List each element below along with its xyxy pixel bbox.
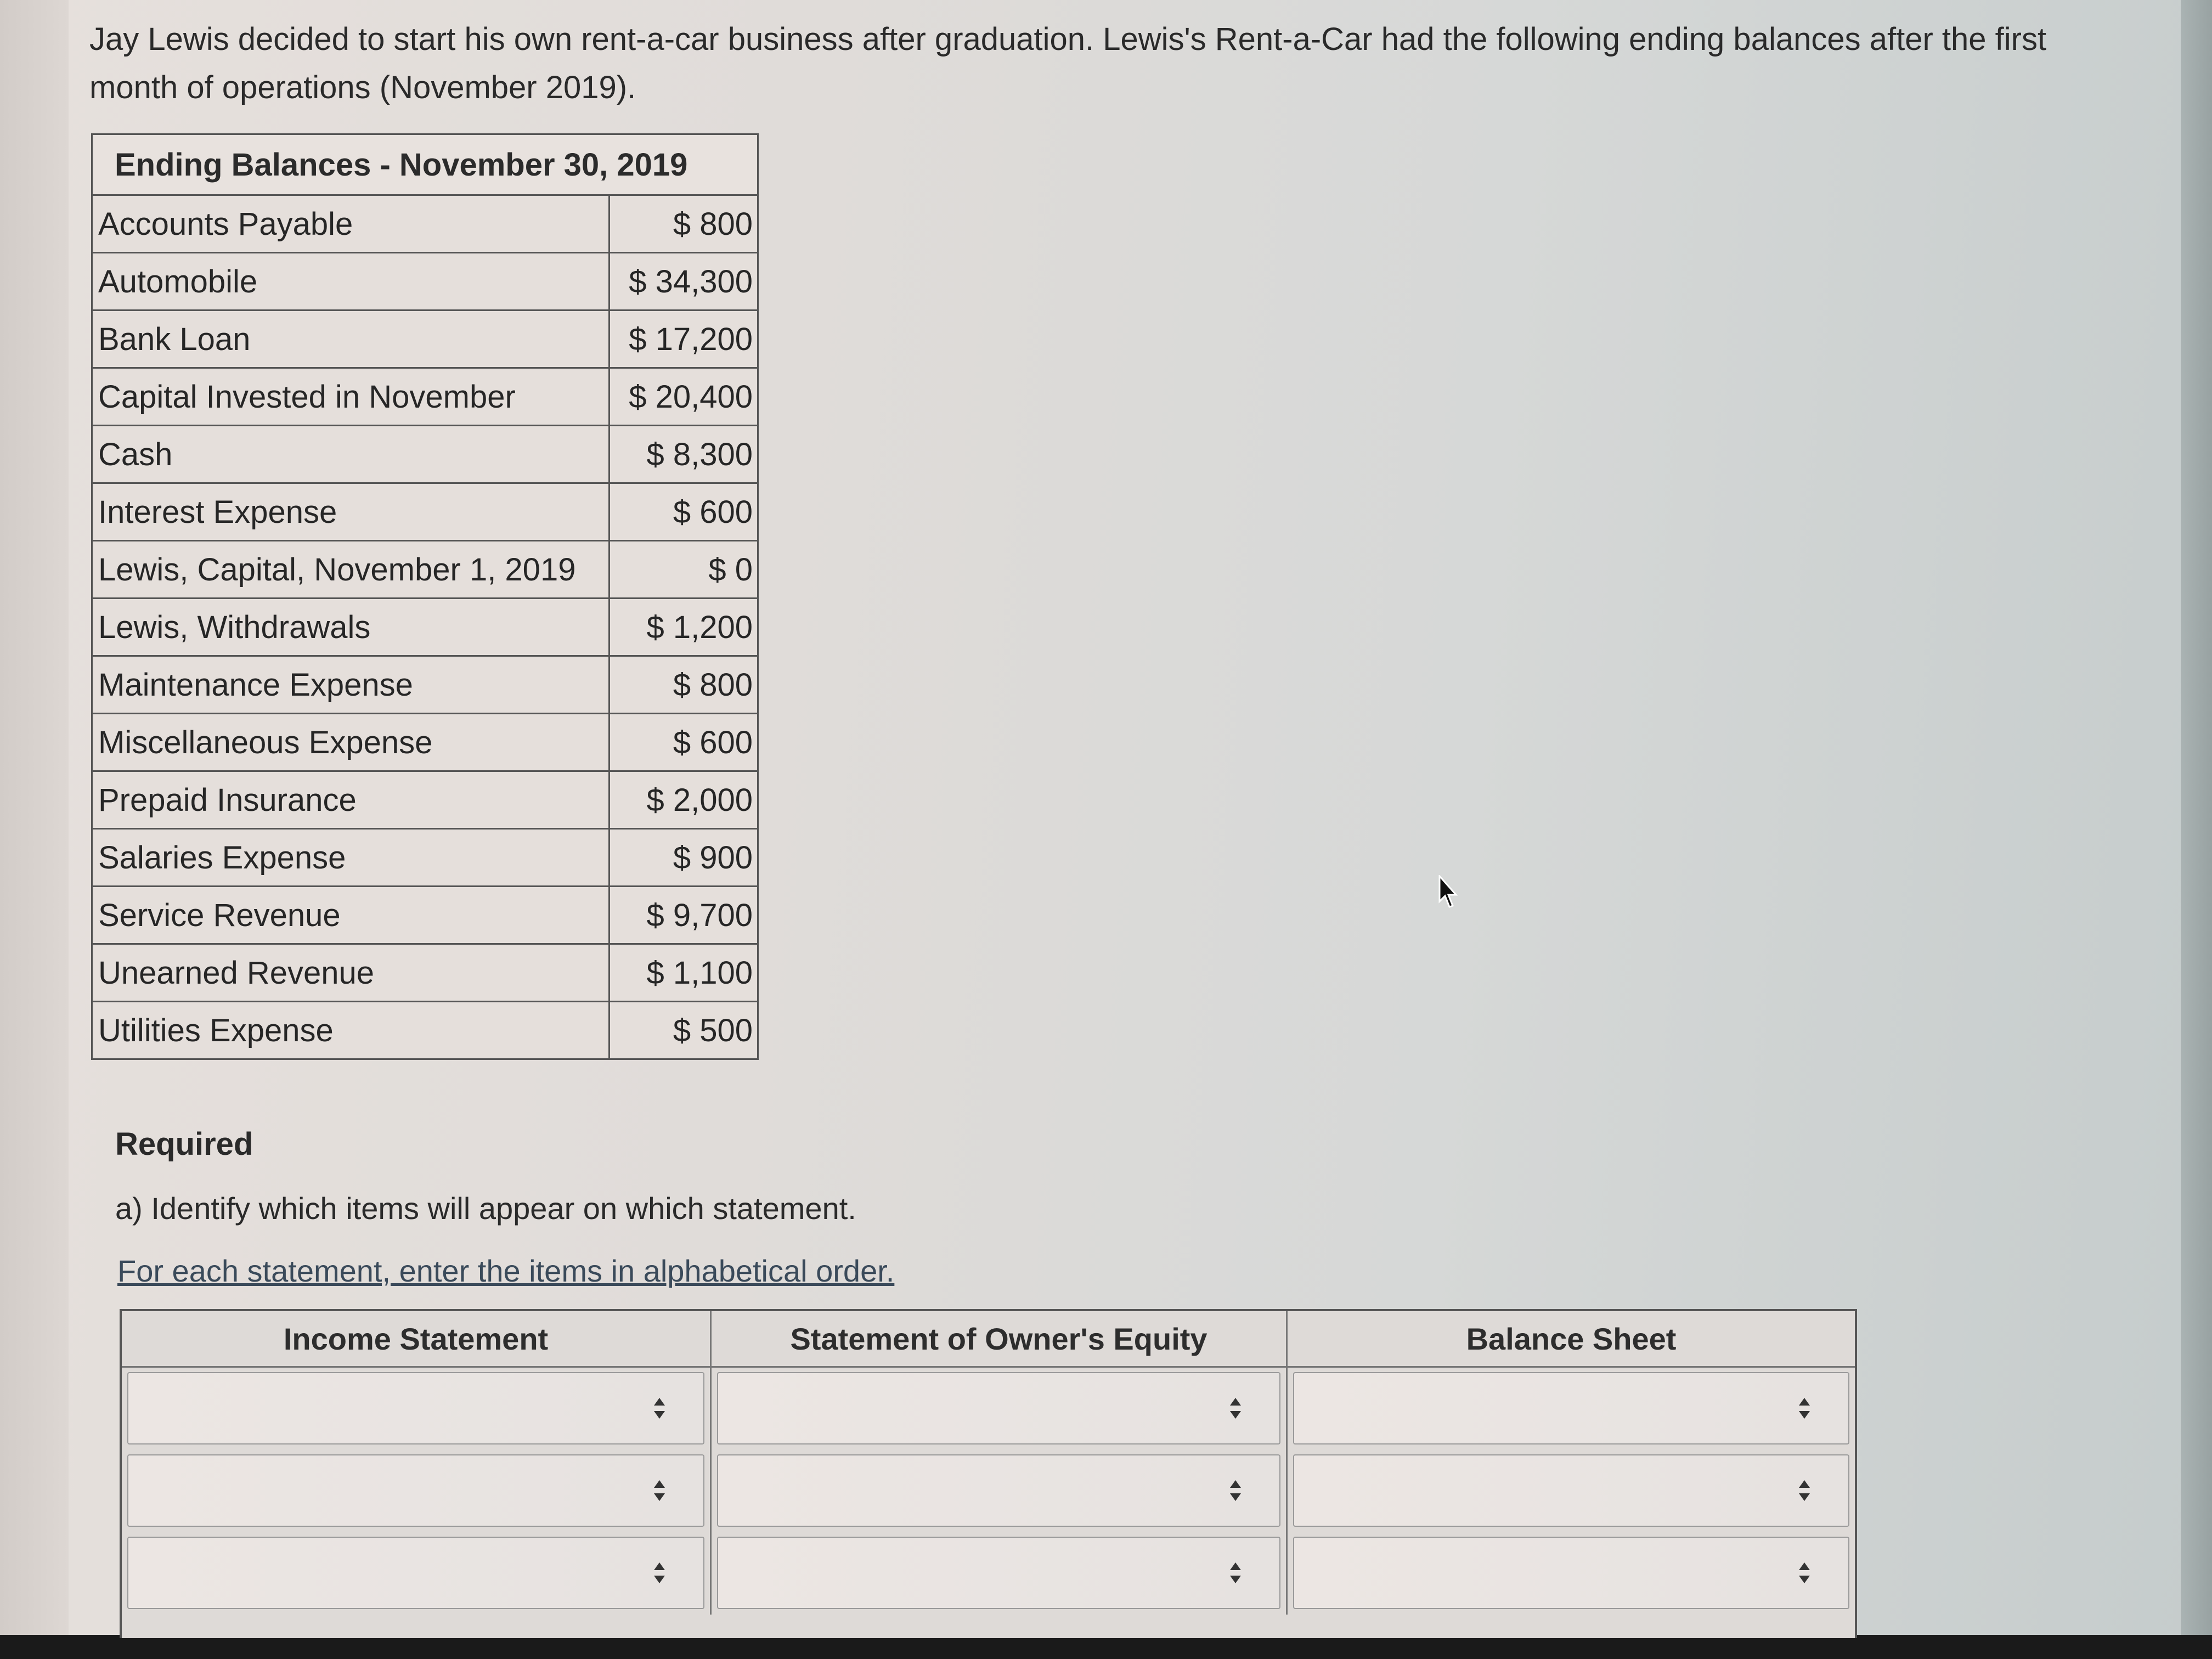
table-row xyxy=(92,887,758,944)
table-row xyxy=(92,771,758,829)
bottom-bezel xyxy=(0,1635,2212,1659)
table-row xyxy=(92,311,758,368)
account-name: Cash xyxy=(92,426,610,483)
account-name: Maintenance Expense xyxy=(92,656,610,714)
balance-sheet-header: Balance Sheet xyxy=(1466,1321,1677,1356)
account-amount: $ 17,200 xyxy=(610,311,758,368)
table-row xyxy=(92,829,758,887)
balance-sheet-select[interactable] xyxy=(1293,1537,1849,1609)
statement-row xyxy=(122,1368,1855,1450)
balance-sheet-select[interactable] xyxy=(1293,1454,1849,1527)
statement-cell xyxy=(1288,1368,1855,1450)
balances-body xyxy=(92,195,758,1059)
owners-equity-select[interactable] xyxy=(717,1454,1280,1527)
account-amount: $ 34,300 xyxy=(610,253,758,311)
account-name: Unearned Revenue xyxy=(92,944,610,1002)
account-amount: $ 1,200 xyxy=(610,599,758,656)
account-amount: $ 2,000 xyxy=(610,771,758,829)
statement-cell xyxy=(1288,1450,1855,1532)
table-row xyxy=(92,195,758,253)
account-amount: $ 8,300 xyxy=(610,426,758,483)
table-title: Ending Balances - November 30, 2019 xyxy=(92,134,758,195)
table-row xyxy=(92,599,758,656)
account-name: Miscellaneous Expense xyxy=(92,714,610,771)
statement-cell xyxy=(122,1450,712,1532)
table-row xyxy=(92,656,758,714)
account-name: Accounts Payable xyxy=(92,195,610,253)
required-instruction: a) Identify which items will appear on which statement. xyxy=(115,1191,856,1226)
owners-equity-select[interactable] xyxy=(717,1537,1280,1609)
table-row xyxy=(92,253,758,311)
table-row xyxy=(92,483,758,541)
statement-cell xyxy=(712,1532,1288,1615)
statement-cell xyxy=(122,1368,712,1450)
table-row xyxy=(92,426,758,483)
owners-equity-select[interactable] xyxy=(717,1372,1280,1444)
account-name: Service Revenue xyxy=(92,887,610,944)
problem-intro: Jay Lewis decided to start his own rent-a-car business after graduation. Lewis's Rent-a-Car had the following ending balances after the first month of operations (November 2019). xyxy=(89,21,2047,105)
balance-sheet-select[interactable] xyxy=(1293,1372,1849,1444)
up-down-chevron-icon xyxy=(654,1480,665,1501)
ending-balances-table xyxy=(91,133,759,1060)
account-name: Prepaid Insurance xyxy=(92,771,610,829)
alphabetical-order-link[interactable]: For each statement, enter the items in alphabetical order. xyxy=(117,1254,895,1288)
up-down-chevron-icon xyxy=(1230,1480,1241,1501)
account-amount: $ 0 xyxy=(610,541,758,599)
table-row xyxy=(92,368,758,426)
account-name: Bank Loan xyxy=(92,311,610,368)
account-name: Salaries Expense xyxy=(92,829,610,887)
income-statement-select[interactable] xyxy=(127,1537,704,1609)
account-name: Utilities Expense xyxy=(92,1002,610,1059)
table-row xyxy=(92,1002,758,1059)
statement-row xyxy=(122,1450,1855,1532)
left-margin xyxy=(0,0,69,1635)
account-name: Automobile xyxy=(92,253,610,311)
statement-rows xyxy=(122,1368,1855,1615)
mouse-pointer-icon xyxy=(1437,875,1459,910)
account-amount: $ 600 xyxy=(610,714,758,771)
account-name: Capital Invested in November xyxy=(92,368,610,426)
table-row xyxy=(92,944,758,1002)
account-name: Interest Expense xyxy=(92,483,610,541)
account-name: Lewis, Capital, November 1, 2019 xyxy=(92,541,610,599)
statement-row xyxy=(122,1532,1855,1615)
up-down-chevron-icon xyxy=(1230,1398,1241,1419)
income-statement-header: Income Statement xyxy=(122,1311,712,1366)
account-amount: $ 1,100 xyxy=(610,944,758,1002)
up-down-chevron-icon xyxy=(654,1562,665,1583)
owners-equity-header: Statement of Owner's Equity xyxy=(712,1311,1288,1366)
account-amount: $ 9,700 xyxy=(610,887,758,944)
account-name: Lewis, Withdrawals xyxy=(92,599,610,656)
up-down-chevron-icon xyxy=(1799,1562,1810,1583)
income-statement-select[interactable] xyxy=(127,1454,704,1527)
up-down-chevron-icon xyxy=(1230,1562,1241,1583)
up-down-chevron-icon xyxy=(1799,1480,1810,1501)
up-down-chevron-icon xyxy=(1799,1398,1810,1419)
table-row xyxy=(92,541,758,599)
statement-cell xyxy=(712,1368,1288,1450)
statement-header-row xyxy=(122,1311,1855,1368)
statement-cell xyxy=(1288,1532,1855,1615)
statement-classification-grid xyxy=(120,1309,1857,1638)
account-amount: $ 800 xyxy=(610,195,758,253)
up-down-chevron-icon xyxy=(654,1398,665,1419)
account-amount: $ 800 xyxy=(610,656,758,714)
table-row xyxy=(92,714,758,771)
account-amount: $ 900 xyxy=(610,829,758,887)
required-heading: Required xyxy=(115,1126,253,1162)
statement-cell xyxy=(712,1450,1288,1532)
account-amount: $ 600 xyxy=(610,483,758,541)
account-amount: $ 500 xyxy=(610,1002,758,1059)
income-statement-select[interactable] xyxy=(127,1372,704,1444)
account-amount: $ 20,400 xyxy=(610,368,758,426)
statement-cell xyxy=(122,1532,712,1615)
right-bezel xyxy=(2181,0,2212,1635)
